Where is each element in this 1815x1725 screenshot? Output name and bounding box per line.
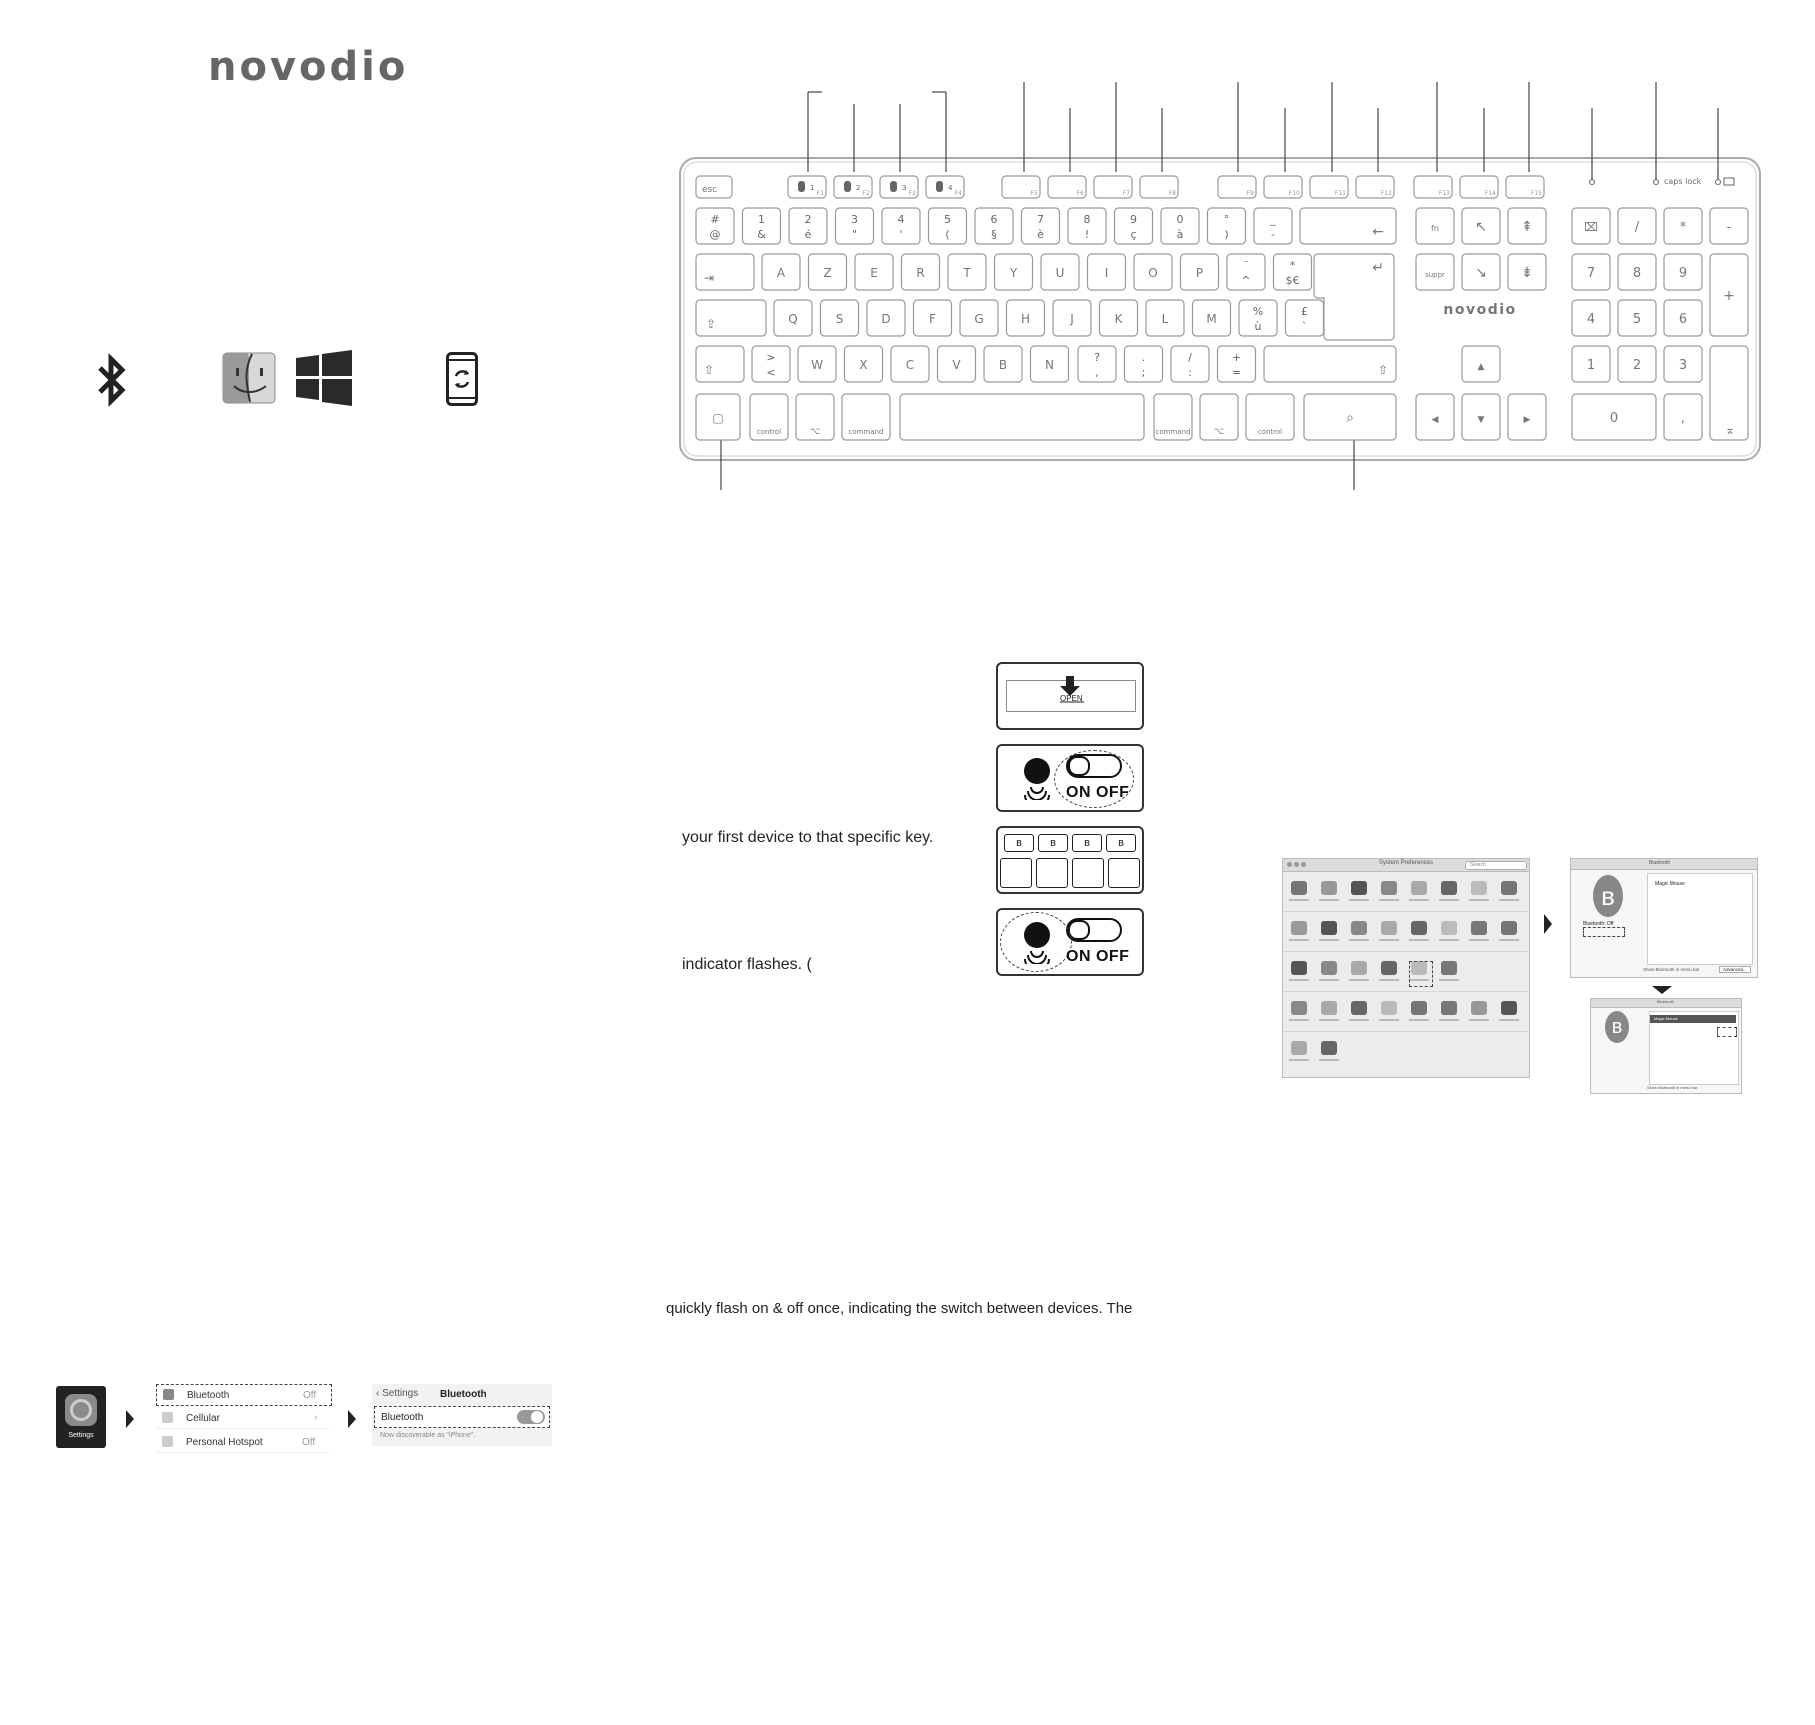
pref-pane-caption bbox=[1289, 899, 1309, 901]
key-f15-label: F15 bbox=[1530, 190, 1542, 197]
key-row4-extra-0-top: ? bbox=[1094, 351, 1100, 364]
pref-pane-icon[interactable] bbox=[1411, 1001, 1427, 1015]
ios-row-value: Off bbox=[302, 1437, 316, 1448]
pref-pane-icon[interactable] bbox=[1471, 1001, 1487, 1015]
pref-pane-caption bbox=[1349, 979, 1369, 981]
key-num-3-label: 3 bbox=[1678, 358, 1688, 373]
key-f13-label: F13 bbox=[1438, 190, 1450, 197]
key-num-4-label: 4 bbox=[1586, 312, 1596, 327]
key-end-label: ↘ bbox=[1475, 265, 1487, 281]
key-num-9-label: 9 bbox=[1678, 266, 1688, 281]
pref-pane-caption bbox=[1499, 899, 1519, 901]
turn-on-highlight bbox=[1583, 927, 1625, 937]
key-fn-label: fn bbox=[1431, 224, 1439, 233]
key-row1-9-top: 9 bbox=[1130, 213, 1137, 226]
key-num-plus-label: + bbox=[1723, 288, 1735, 304]
pref-pane-caption bbox=[1349, 899, 1369, 901]
key-command-right-label: command bbox=[1155, 428, 1191, 436]
key-right-label: ▶ bbox=[1523, 415, 1531, 425]
settings-label: Settings bbox=[68, 1432, 94, 1439]
pref-pane-icon[interactable] bbox=[1291, 921, 1307, 935]
chevron-right-icon: › bbox=[314, 1412, 318, 1423]
pref-pane-caption bbox=[1379, 979, 1399, 981]
pref-pane-caption bbox=[1439, 899, 1459, 901]
keyboard-illustration bbox=[0, 0, 1815, 520]
pref-separator bbox=[1283, 1031, 1529, 1032]
key-f1-label: F1 bbox=[816, 190, 824, 197]
key-f2-label: F2 bbox=[862, 190, 870, 197]
ios-row-bluetooth[interactable] bbox=[156, 1384, 332, 1406]
settings-app-icon[interactable] bbox=[56, 1386, 106, 1448]
key-pageup-label: ⇞ bbox=[1521, 219, 1533, 235]
pref-pane-caption bbox=[1379, 939, 1399, 941]
key-M-label: M bbox=[1206, 312, 1217, 326]
bt-device-2[interactable]: Magic Mouse bbox=[1650, 1015, 1736, 1023]
mac-system-preferences bbox=[1282, 858, 1530, 1078]
key-Z-label: Z bbox=[823, 266, 832, 280]
show-bt-menu-1: Show Bluetooth in menu bar bbox=[1643, 967, 1700, 972]
key-row1-7-top: 7 bbox=[1037, 213, 1044, 226]
bluetooth-key-number: 2 bbox=[856, 184, 861, 192]
pref-pane-icon[interactable] bbox=[1441, 881, 1457, 895]
ios-settings-list bbox=[156, 1384, 332, 1456]
pref-pane-icon[interactable] bbox=[1321, 961, 1337, 975]
key-row1-3-top: 3 bbox=[851, 213, 858, 226]
key-shift-left-label: ⇧ bbox=[704, 363, 715, 377]
pref-pane-icon[interactable] bbox=[1291, 961, 1307, 975]
pref-pane-caption bbox=[1469, 1019, 1489, 1021]
switch-devices-text: quickly flash on & off once, indicating the switch between devices. The bbox=[666, 1300, 1133, 1317]
battery-door-step bbox=[996, 662, 1144, 730]
key-row1-7-bottom: è bbox=[1037, 228, 1044, 241]
pref-separator bbox=[1283, 911, 1529, 912]
pref-pane-caption bbox=[1319, 939, 1339, 941]
keyboard-brand-label: novodio bbox=[1443, 302, 1517, 318]
pref-pane-caption bbox=[1319, 979, 1339, 981]
arrow-right-icon bbox=[126, 1410, 134, 1428]
pref-pane-caption bbox=[1349, 1019, 1369, 1021]
arrow-right-icon bbox=[348, 1410, 356, 1428]
arrow-down-icon bbox=[1652, 986, 1672, 994]
pref-pane-icon[interactable] bbox=[1321, 921, 1337, 935]
arrow-right-icon bbox=[1544, 914, 1552, 934]
key-row1-5-top: 5 bbox=[944, 213, 951, 226]
pref-pane-caption bbox=[1439, 939, 1459, 941]
key-row2-extra-1-bottom: $€ bbox=[1285, 274, 1300, 287]
key-caps-label: ⇪ bbox=[706, 317, 717, 331]
key-f5-label: F5 bbox=[1030, 190, 1038, 197]
key-f7-label: F7 bbox=[1122, 190, 1130, 197]
step-text-indicator: indicator flashes. ( bbox=[682, 956, 812, 973]
key-pagedown-label: ⇟ bbox=[1521, 265, 1533, 281]
pref-pane-icon[interactable] bbox=[1501, 881, 1517, 895]
key-row1-2-bottom: é bbox=[804, 228, 812, 241]
pref-pane-icon[interactable] bbox=[1411, 921, 1427, 935]
pref-pane-icon[interactable] bbox=[1381, 921, 1397, 935]
key-num-7-label: 7 bbox=[1586, 266, 1596, 281]
pref-pane-caption bbox=[1289, 1019, 1309, 1021]
key-S-label: S bbox=[835, 312, 844, 326]
ios-row-label: Personal Hotspot bbox=[186, 1437, 263, 1448]
open-label: OPEN bbox=[1060, 694, 1083, 703]
key-f12-label: F12 bbox=[1380, 190, 1392, 197]
key-num-comma-label: , bbox=[1680, 411, 1686, 426]
key-suppr-label: suppr bbox=[1425, 271, 1445, 279]
key-num-2-label: 2 bbox=[1632, 358, 1642, 373]
key-space bbox=[900, 394, 1144, 440]
bluetooth-icon: ʙ bbox=[1605, 1011, 1629, 1043]
bluetooth-key-icon bbox=[890, 181, 897, 192]
key-C-label: C bbox=[905, 358, 915, 372]
pref-pane-icon[interactable] bbox=[1321, 881, 1337, 895]
pref-pane-caption bbox=[1469, 939, 1489, 941]
pref-pane-caption bbox=[1439, 979, 1459, 981]
pref-pane-caption bbox=[1319, 1059, 1339, 1061]
key-row3-extra-1-top: £ bbox=[1301, 305, 1308, 318]
key-row4-extra-3-top: + bbox=[1231, 351, 1242, 364]
pref-pane-icon[interactable] bbox=[1291, 881, 1307, 895]
ios-row-label: Cellular bbox=[186, 1413, 220, 1424]
bt-panel-title-2: Bluetooth bbox=[1657, 999, 1674, 1004]
key-row1-3-bottom: " bbox=[851, 228, 858, 241]
key-num-5-label: 5 bbox=[1632, 312, 1642, 327]
pref-pane-caption bbox=[1469, 899, 1489, 901]
key-U-label: U bbox=[1055, 266, 1065, 280]
key-row4-extra-2-bottom: : bbox=[1188, 366, 1192, 379]
key-row1-11-bottom: ) bbox=[1224, 228, 1229, 241]
key-backspace-label: ← bbox=[1372, 224, 1384, 240]
key-fn-left-label: ▢ bbox=[712, 411, 724, 425]
key-Q-label: Q bbox=[788, 312, 798, 326]
key-f3-label: F3 bbox=[908, 190, 916, 197]
key-enter-label: ↵ bbox=[1372, 260, 1384, 276]
key-num-mul-label: * bbox=[1679, 220, 1687, 235]
key-alt-left-label: ⌥ bbox=[809, 427, 821, 437]
key-row4-extra-1-bottom: ; bbox=[1141, 366, 1146, 379]
prefs-search[interactable]: Search bbox=[1465, 861, 1527, 870]
key-num-1-label: 1 bbox=[1586, 358, 1596, 373]
key-row1-2-top: 2 bbox=[804, 213, 812, 226]
mac-bluetooth-panel-2 bbox=[1590, 998, 1742, 1094]
key-down-label: ▼ bbox=[1477, 415, 1485, 425]
key-row4-extra-2-top: / bbox=[1188, 351, 1192, 364]
key-row1-0-bottom: @ bbox=[709, 228, 721, 241]
key-row1-8-bottom: ! bbox=[1084, 228, 1090, 241]
key-f11-label: F11 bbox=[1334, 190, 1346, 197]
brand-logo: novodio bbox=[208, 44, 409, 90]
key-row1-4-bottom: ' bbox=[899, 228, 903, 241]
key-E-label: E bbox=[870, 266, 878, 280]
pref-pane-caption bbox=[1289, 979, 1309, 981]
prefs-title: System Preferences bbox=[1379, 860, 1434, 866]
ios-back-button[interactable]: ‹ Settings bbox=[376, 1388, 419, 1399]
pref-pane-caption bbox=[1319, 899, 1339, 901]
key-num-6-label: 6 bbox=[1678, 312, 1688, 327]
pref-pane-icon[interactable] bbox=[1381, 881, 1397, 895]
mobile-sync-icon bbox=[446, 352, 478, 406]
finder-icon bbox=[222, 352, 276, 404]
pref-pane-caption bbox=[1409, 939, 1429, 941]
key-row1-6-bottom: § bbox=[991, 228, 997, 241]
ios-bluetooth-screen bbox=[372, 1384, 552, 1446]
ios-title: Bluetooth bbox=[440, 1389, 487, 1400]
pref-pane-icon[interactable] bbox=[1291, 1001, 1307, 1015]
bt-device-1: Magic Mouse bbox=[1655, 881, 1685, 887]
key-W-label: W bbox=[811, 358, 823, 372]
pref-pane-icon[interactable] bbox=[1441, 961, 1457, 975]
key-f4-label: F4 bbox=[954, 190, 962, 197]
discoverable-text: Now discoverable as "iPhone". bbox=[380, 1432, 476, 1439]
toggle-label: Bluetooth bbox=[381, 1412, 424, 1423]
key-K-label: K bbox=[1114, 312, 1123, 326]
bluetooth-keys-step: ʙ ʙ ʙ ʙ bbox=[996, 826, 1144, 894]
bluetooth-key-number: 1 bbox=[810, 184, 815, 192]
pref-pane-caption bbox=[1499, 939, 1519, 941]
ios-row-value: Off bbox=[303, 1390, 317, 1401]
key-J-label: J bbox=[1070, 312, 1074, 326]
on-off-label-1: ON OFF bbox=[1066, 784, 1130, 801]
key-num-div-label: / bbox=[1634, 220, 1640, 235]
bt-status-1: Bluetooth: Off bbox=[1583, 921, 1614, 927]
key-row4-extra-3-bottom: = bbox=[1231, 366, 1242, 379]
key-left-label: ◀ bbox=[1431, 415, 1439, 425]
mac-bluetooth-panel-1 bbox=[1570, 858, 1758, 978]
key-T-label: T bbox=[963, 266, 971, 280]
pref-pane-caption bbox=[1379, 899, 1399, 901]
key-row1-10-top: 0 bbox=[1176, 213, 1184, 226]
key-L-label: L bbox=[1161, 312, 1169, 326]
key-row1-11-top: ° bbox=[1223, 213, 1230, 226]
key-up-label: ▲ bbox=[1477, 362, 1485, 372]
pref-pane-icon[interactable] bbox=[1351, 921, 1367, 935]
key-f10-label: F10 bbox=[1288, 190, 1300, 197]
bluetooth-key-icon bbox=[936, 181, 943, 192]
key-row1-10-bottom: à bbox=[1176, 228, 1184, 241]
key-row1-1-top: 1 bbox=[758, 213, 765, 226]
key-row1-4-top: 4 bbox=[897, 213, 905, 226]
bluetooth-key-icon bbox=[798, 181, 805, 192]
bluetooth-pref-highlight bbox=[1409, 961, 1433, 987]
key-command-left-label: command bbox=[848, 428, 884, 436]
key-f14-label: F14 bbox=[1484, 190, 1496, 197]
pref-pane-icon[interactable] bbox=[1381, 1001, 1397, 1015]
key-control-left-label: control bbox=[756, 428, 782, 436]
key-H-label: H bbox=[1020, 312, 1031, 326]
key-shift-right-label: ⇧ bbox=[1377, 363, 1388, 377]
key-num-8-label: 8 bbox=[1632, 266, 1642, 281]
power-switch-step-2 bbox=[996, 908, 1144, 976]
key-clear-label: ⌧ bbox=[1584, 220, 1598, 234]
key-row4-extra-1-top: . bbox=[1141, 351, 1146, 364]
key-num-0-label: 0 bbox=[1609, 411, 1619, 426]
bluetooth-key-icon bbox=[844, 181, 851, 192]
key-tab-label: ⇥ bbox=[704, 271, 715, 285]
pref-pane-icon[interactable] bbox=[1441, 921, 1457, 935]
key-f8-label: F8 bbox=[1168, 190, 1176, 197]
key-num-minus-label: - bbox=[1726, 220, 1732, 235]
key-row1-5-bottom: ( bbox=[945, 228, 950, 241]
key-P-label: P bbox=[1195, 266, 1204, 280]
bluetooth-icon bbox=[92, 352, 132, 408]
pref-pane-caption bbox=[1289, 1059, 1309, 1061]
pref-pane-icon[interactable] bbox=[1321, 1041, 1337, 1055]
key-D-label: D bbox=[881, 312, 891, 326]
key-home-label: ↖ bbox=[1475, 219, 1487, 235]
key-f6-label: F6 bbox=[1076, 190, 1084, 197]
bluetooth-key-number: 3 bbox=[902, 184, 907, 192]
bluetooth-key-number: 4 bbox=[948, 184, 953, 192]
key-num-enter-label: ⌅ bbox=[1724, 423, 1736, 437]
key-row4-extra-0-bottom: , bbox=[1095, 366, 1099, 379]
step-text-first-device: your first device to that specific key. bbox=[682, 829, 934, 846]
key-row1-9-bottom: ç bbox=[1130, 228, 1137, 241]
key-B-label: B bbox=[998, 358, 1008, 372]
key-R-label: R bbox=[916, 266, 925, 280]
on-off-label-2: ON OFF bbox=[1066, 948, 1130, 965]
advanced-button-1[interactable]: Advanced... bbox=[1719, 966, 1751, 973]
power-switch-step-1 bbox=[996, 744, 1144, 812]
pref-pane-caption bbox=[1499, 1019, 1519, 1021]
key-alt-right-label: ⌥ bbox=[1213, 427, 1225, 437]
key-V-label: V bbox=[952, 358, 961, 372]
pref-pane-caption bbox=[1349, 939, 1369, 941]
ios-row-cellular[interactable] bbox=[156, 1408, 330, 1429]
key-Y-label: Y bbox=[1009, 266, 1018, 280]
pref-pane-icon[interactable] bbox=[1291, 1041, 1307, 1055]
key-less-greater-bottom: < bbox=[766, 366, 776, 379]
pref-pane-icon[interactable] bbox=[1381, 961, 1397, 975]
ios-bluetooth-toggle-row[interactable] bbox=[374, 1406, 550, 1428]
bluetooth-icon: ʙ bbox=[1593, 875, 1623, 917]
key-esc-label: esc bbox=[702, 185, 718, 195]
key-f9-label: F9 bbox=[1246, 190, 1254, 197]
pref-pane-icon[interactable] bbox=[1471, 921, 1487, 935]
pref-pane-icon[interactable] bbox=[1471, 881, 1487, 895]
pref-pane-caption bbox=[1409, 1019, 1429, 1021]
windows-icon bbox=[296, 350, 352, 406]
key-search-label: ⌕ bbox=[1346, 410, 1354, 426]
key-F-label: F bbox=[929, 312, 936, 326]
key-row3-extra-0-top: % bbox=[1252, 305, 1264, 318]
key-A-label: A bbox=[776, 266, 786, 280]
key-shift-right bbox=[1264, 346, 1396, 382]
pref-pane-caption bbox=[1289, 939, 1309, 941]
key-row3-extra-0-bottom: ù bbox=[1254, 320, 1262, 333]
pref-pane-caption bbox=[1379, 1019, 1399, 1021]
key-row3-extra-1-bottom: ` bbox=[1301, 320, 1308, 333]
pref-pane-caption bbox=[1319, 1019, 1339, 1021]
key-less-greater-top: > bbox=[766, 351, 776, 364]
pref-pane-icon[interactable] bbox=[1501, 921, 1517, 935]
pref-pane-icon[interactable] bbox=[1441, 1001, 1457, 1015]
pref-pane-icon[interactable] bbox=[1351, 1001, 1367, 1015]
pref-pane-caption bbox=[1409, 899, 1429, 901]
show-bt-menu-2: Show Bluetooth in menu bar bbox=[1647, 1085, 1698, 1090]
connect-highlight bbox=[1717, 1027, 1737, 1037]
ios-row-label: Bluetooth bbox=[187, 1390, 230, 1401]
key-row1-12-bottom: - bbox=[1271, 228, 1275, 241]
key-G-label: G bbox=[974, 312, 984, 326]
key-control-right-label: control bbox=[1257, 428, 1283, 436]
pref-separator bbox=[1283, 951, 1529, 952]
key-row2-extra-0-top: ¨ bbox=[1243, 259, 1249, 272]
pref-pane-icon[interactable] bbox=[1351, 881, 1367, 895]
key-row1-8-top: 8 bbox=[1083, 213, 1091, 226]
ios-row-hotspot[interactable] bbox=[156, 1432, 330, 1453]
pref-pane-caption bbox=[1439, 1019, 1459, 1021]
key-row1-1-bottom: & bbox=[757, 228, 766, 241]
pref-pane-icon[interactable] bbox=[1351, 961, 1367, 975]
bluetooth-toggle[interactable] bbox=[517, 1410, 545, 1424]
key-row2-extra-0-bottom: ^ bbox=[1241, 274, 1251, 287]
key-N-label: N bbox=[1045, 358, 1054, 372]
key-O-label: O bbox=[1148, 266, 1158, 280]
pref-pane-icon[interactable] bbox=[1501, 1001, 1517, 1015]
key-row1-12-top: _ bbox=[1270, 213, 1276, 226]
pref-pane-icon[interactable] bbox=[1411, 881, 1427, 895]
key-row1-6-top: 6 bbox=[990, 213, 998, 226]
key-row1-0-top: # bbox=[710, 213, 720, 226]
key-X-label: X bbox=[859, 358, 868, 372]
key-I-label: I bbox=[1104, 266, 1109, 280]
key-row2-extra-1-top: * bbox=[1289, 259, 1296, 272]
bt-panel-title-1: Bluetooth bbox=[1649, 860, 1671, 866]
pref-separator bbox=[1283, 991, 1529, 992]
pref-pane-icon[interactable] bbox=[1321, 1001, 1337, 1015]
caps-lock-label: caps lock bbox=[1664, 177, 1702, 186]
